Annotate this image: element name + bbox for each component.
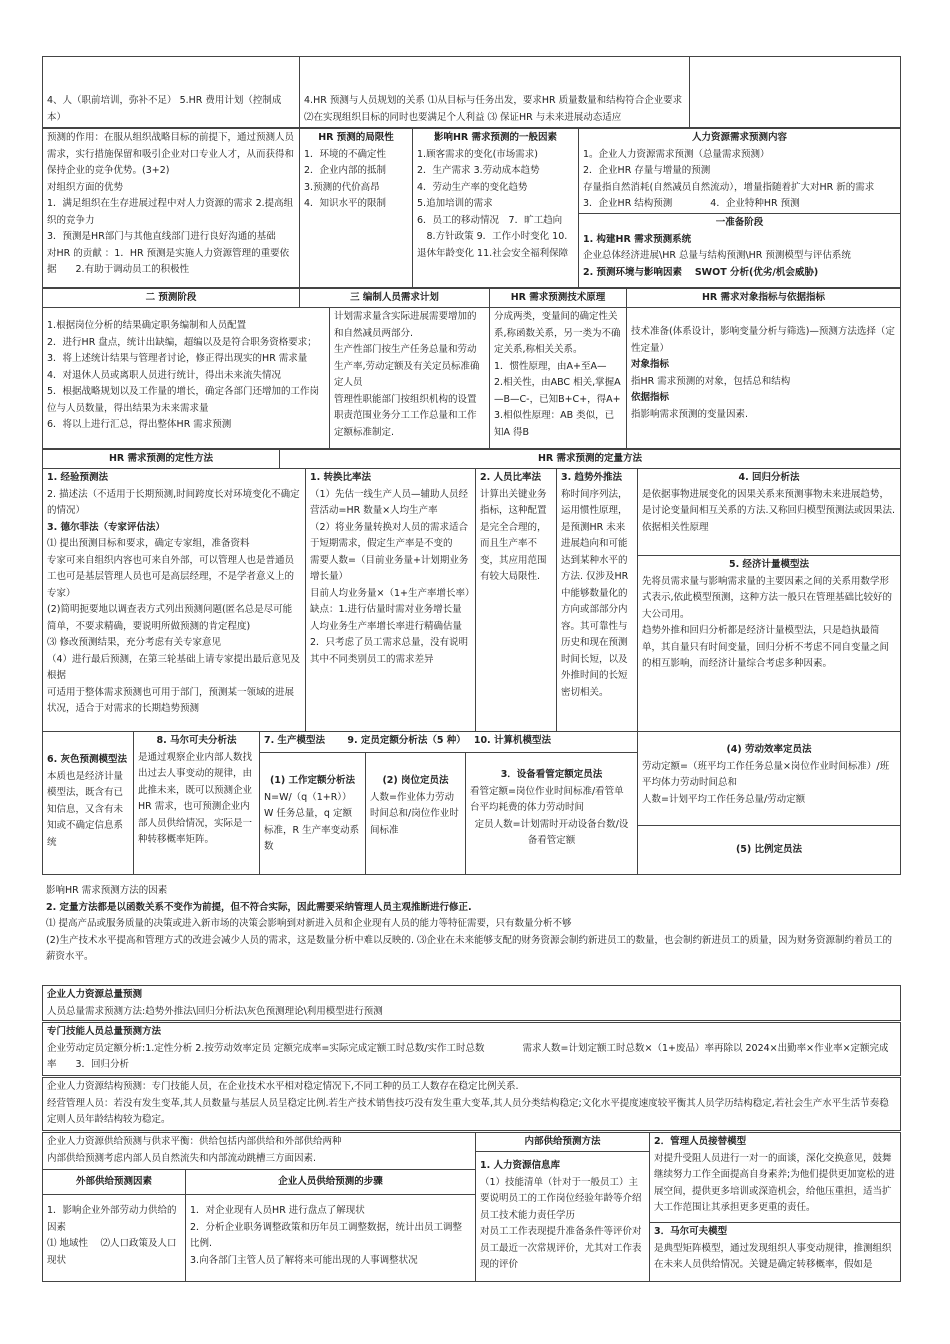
grey-2: 本质也是经济计量模型法，既含有已知信息，又含有未知或不确定信息系统	[47, 770, 124, 848]
limit-4: 4．知识水平的限制	[304, 198, 387, 209]
row1-cell-b	[299, 56, 690, 128]
prep-stage-cell	[578, 213, 901, 288]
row1-text-a: 4、人（职前培训，弥补不足） 5.HR 费用计划（控制成本）	[47, 95, 282, 123]
demand-content-cell	[578, 128, 901, 214]
mgr-title: 2．管理人员接替模型	[654, 1136, 747, 1147]
mgr-text: 对提升受阻人员进行一对一的面谈，深化交换意见，鼓舞继续努力工作全面提高自身素养;为他们提供更加宽松的进展空间，提供更多培训或深造机会，给他压重担，适当扩大工作范围让其承担更多更重的责任。	[654, 1152, 895, 1213]
limit-2: 2．企业内部的抵制	[304, 165, 387, 176]
ratio-2: （1）先估一线生产人员—辅助人员经营活动=HR 数量×人均生产率	[310, 488, 469, 516]
w4-2: 劳动定额=（班平均工作任务总量×岗位作业时间标准）/班平均体力劳动时间总和	[642, 760, 890, 788]
row1-cell-c	[689, 56, 901, 128]
indicator-header: HR 需求对象指标与依据指标	[626, 288, 901, 308]
ind-4: 依据指标	[631, 392, 670, 403]
ind-5: 指影响需求预测的变量因素.	[631, 408, 749, 420]
factors-title: 影响HR 需求预测的一般因素	[433, 132, 558, 143]
supply-steps-header: 企业人员供给预测的步骤	[185, 1169, 476, 1195]
proportion-cell: (5) 比例定员法	[637, 825, 901, 875]
s7-title: 企业人力资源总量预测	[47, 989, 143, 1000]
w2-2: 人数=作业体力劳动时间总和/岗位作业时间标准	[370, 791, 459, 836]
ratio-6: 缺点：1.进行估量时需对业务增长量人均业务生产率增长率进行精确估量	[310, 604, 463, 632]
ext-1: 1．影响企业外部劳动力供给的因素	[47, 1205, 177, 1233]
int-supply-cell	[475, 1151, 650, 1282]
factor-4: 5.追加培训的需求	[417, 198, 493, 209]
s6-3: ⑴ 提高产品或服务质量的决策或进入新市场的决策会影响到对新进入员和企业现有人员的能力等特征需要，只有数量分析不够	[46, 918, 572, 929]
qual-4: ⑴ 提出预测目标和要求，确定专家组，准备资料	[47, 538, 250, 549]
stage3-header: 三 编制人员需求计划	[299, 288, 490, 308]
prep-title: 一准备阶段	[715, 217, 764, 228]
w2-title: (2) 岗位定员法	[382, 775, 449, 786]
factor-3: 4．劳动生产率的变化趋势	[417, 181, 528, 193]
prep-1: 1. 构建HR 需求预测系统	[583, 233, 692, 245]
qual-5: 专家可来自组织内容也可来自外部，可以管理人也是普通员工也可是基层管理人员也可是高层经理，不是学者意义上的专家）	[47, 554, 295, 599]
role-line-4: 3．预测是HR部门与其他直线部门进行良好沟通的基础	[47, 231, 276, 242]
ind-2: 对象指标	[631, 359, 670, 370]
qual-8: （4）进行最后预测，在第三轮基础上请专家提出最后意见及根据	[47, 653, 301, 681]
w3-2: 看管定额=岗位作业时间标准/看管单台平均耗费的体力劳动时间	[470, 785, 624, 813]
w4-title: (4) 劳动效率定员法	[726, 744, 812, 755]
labor-eff-cell	[637, 731, 901, 826]
qual-1: 1. 经验预测法	[47, 472, 109, 483]
grey-1: 6. 灰色预测模型法	[47, 754, 128, 765]
factor-5: 6．员工的移动情况 7．旷工趋向	[417, 214, 563, 226]
limits-cell	[299, 128, 413, 288]
role-line-2: 对组织方面的优势	[47, 181, 124, 193]
tech-3: 2.相关性，由ABC 相关,掌握A—B—C-，已知B+C+，得A+	[494, 377, 621, 405]
total-forecast-cell	[42, 985, 901, 1021]
qual-9: 可适用于整体需求预测也可用于部门，预测某一领域的进展状况，适合于对需求的长期趋势预测	[47, 686, 295, 714]
stage2-2: 2．进行HR 盘点，统计出缺编，超编以及是符合职务资格要求；	[47, 336, 317, 348]
mk-title: 3．马尔可夫模型	[654, 1226, 728, 1237]
s7-body: 人员总量需求预测方法:趋势外推法\回归分析法\灰色预测理论\利用模型进行预测	[47, 1005, 383, 1017]
qual-cell	[42, 468, 306, 732]
supply-top-cell	[42, 1132, 476, 1170]
int-3: 对员工工作表现提升准备条件等评价对员工最近一次常规评价，尤其对工作表现的评价	[480, 1226, 642, 1270]
factor-2: 2．生产需求 3.劳动成本趋势	[417, 165, 540, 176]
econ-2: 趋势外推和回归分析都是经济计量模型法，只是趋执最简单，其自量只有时间变量，回归分析不考虑不同自变量之间的相互影响，而经济计量综合考虑多种因素。	[642, 625, 890, 669]
w1-3: W 任务总量，q 定额标准，R 生产率变动系数	[264, 808, 360, 852]
mid-header: 7. 生产模型法 9. 定员定额分析法（5 种） 10. 计算机模型法	[259, 731, 638, 753]
int-2: （1）技能清单（针对于一般员工）主要说明员工的工作岗位经验年龄等介绍员工技术能力责任学历	[480, 1176, 642, 1221]
w4-3: 人数=计划平均工作任务总量/劳动定额	[642, 793, 806, 805]
qual-header: HR 需求预测的定性方法	[42, 449, 280, 469]
ind-3: 指HR 需求预测的对象，包括总和结构	[631, 375, 791, 387]
s8-title: 专门技能人员总量预测方法	[47, 1026, 162, 1037]
ext-supply-cell	[42, 1194, 186, 1282]
s6-4: (2)生产技术水平提高和管理方式的改进会减少人员的需求，这是数量分析中难以反映的. ⑶企业在未来能够支配的财务资源会制约新进员工的数量，也会制约新进员工的质量，因为财务资源制约着员工的薪资水平。	[46, 934, 892, 962]
supply-steps-cell	[185, 1194, 476, 1282]
s10-top-1: 企业人力资源供给预测与供求平衡：供给包括内部供给和外部供给两种	[47, 1136, 342, 1147]
step-2: 2．分析企业职务调整政策和历年员工调整数据，统计出员工调整比例.	[190, 1221, 463, 1249]
markov-1: 8. 马尔可夫分析法	[156, 735, 237, 746]
econ-1: 先将员需求量与影响需求量的主要因素之间的关系用数学形式表示,依此模型预测，这种方法一般只在管理基础比较好的大公司用。	[642, 575, 893, 620]
ratio-3: （2）将业务量转换对人员的需求适合于短期需求，假定生产率是不变的	[310, 521, 469, 549]
structure-forecast-cell	[42, 1077, 901, 1131]
w3-3: 定员人数=计划需时开动设备台数/设备看管定额	[474, 818, 629, 846]
indicator-cell	[626, 307, 901, 449]
econ-cell	[637, 555, 901, 732]
role-line-3: 1．满足组织在生存进展过程中对人力资源的需求 2.提高组织的竞争力	[47, 198, 294, 226]
limit-1: 1．环境的不确定性	[304, 148, 387, 160]
s6-1: 影响HR 需求预测方法的因素	[46, 885, 168, 896]
skill-forecast-cell	[42, 1022, 901, 1076]
econ-title: 5. 经济计量模型法	[728, 559, 810, 570]
stage2-header: 二 预测阶段	[42, 288, 300, 308]
markov-2: 是通过观察企业内部人数找出过去人事变动的规律，由此推未来，既可以预测企业HR 需求，也可预测企业内部人员供给情况，实际是一种转移概率矩阵。	[138, 751, 253, 845]
ratio-cell	[305, 468, 476, 732]
content-title: 人力资源需求预测内容	[691, 132, 787, 143]
s6-2: 2. 定量方法都是以函数关系不变作为前提，但不符合实际，因此需要采纳管理人员主观推断进行修正.	[46, 901, 472, 913]
ext-2: ⑴ 地域性 ⑵人口政策及人口现状	[47, 1238, 177, 1266]
s9-right: 经营管理人员：若没有发生变革,其人员数量与基层人员呈稳定比例.若生产技术销售技巧没有发生重大变革,其人员分类结构稳定;文化水平提度速度较平衡其人员学历结构稳定,若社会生产水平生活节奏稳定则人员年龄结构较为稳定。	[47, 1097, 889, 1125]
qual-6: (2)简明扼要地以调查表方式列出预测问题(匿名总是尽可能简单，不要求精确，要说明所做预测的肯定程度)	[47, 604, 293, 632]
ratio-7: 2．只考虑了员工需求总量，没有说明其中不同类别员工的需求差异	[310, 637, 469, 665]
prediction-role-cell	[42, 128, 300, 288]
tech-4: 3.相似性原理：AB 类似，已知A 得B	[494, 410, 615, 438]
equip-cell	[465, 752, 638, 875]
role-line-5: 对HR 的贡献 ：1．HR 预测是实施人力资源管理的重要依据 2.有助于调动员工的积极性	[47, 247, 290, 275]
work-quota-cell	[259, 752, 366, 875]
stage2-5: 5．根据战略规划以及工作量的增长，确定各部门还增加的工作岗位与人员数量，得出结果为未来需求量	[47, 386, 320, 414]
row1-text-b: 4.HR 预测与人员规划的关系 ⑴从目标与任务出发，要求HR 质量数量和结构符合企业要求⑵在实现组织目标的同时也要满足个人利益 ⑶ 保证HR 与未来进展动态适应	[304, 95, 683, 123]
w3-title: 3．设备看管定额定员法	[500, 769, 603, 780]
w1-2: N=W/（q（1+R））	[264, 791, 352, 803]
regress-title: 4. 回归分析法	[738, 472, 800, 483]
stage2-cell	[42, 307, 330, 449]
ratio-1: 1. 转换比率法	[310, 472, 372, 483]
trend-2: 称时间序列法，运用惯性原理，是预测HR 未来进展趋向和可能达到某种水平的方法. 仅涉及HR 中能够数量化的方向或部部分内容。其可靠性与历史和现在预测时间长短，以及外推时间的长短密切相关。	[561, 488, 629, 698]
markov-cell	[133, 731, 260, 875]
tech-header: HR 需求预测技术原理	[489, 288, 627, 308]
ratio-4: 需要人数=（目前业务量+计划期业务增长量）	[310, 554, 469, 582]
sratio-2: 计算出关键业务指标，这种配置是完全合理的，而且生产率不变，其应用范围有较大局限性.	[480, 488, 547, 582]
s10-top-2: 内部供给预测考虑内部人员自然流失和内部流动跳槽三方面因素.	[47, 1152, 317, 1164]
stage3-3: 管理性职能部门按组织机构的设置职责范围业务分工工作总量和工作定额标准制定.	[334, 393, 477, 438]
ratio-5: 目前人均业务量×（1+生产率增长率）	[310, 587, 475, 599]
row1-cell-a	[42, 56, 300, 128]
stage3-1: 计划需求量含实际进展需要增加的和自然减员两部分.	[334, 311, 477, 339]
staff-ratio-cell	[475, 468, 557, 732]
step-3: 3.向各部门主管人员了解将来可能出现的人事调整状况	[190, 1254, 418, 1266]
limit-3: 3.预测的代价高昂	[304, 181, 380, 193]
sratio-1: 2. 人员比率法	[480, 472, 542, 483]
regression-cell	[637, 468, 901, 556]
content-3: 存量指自然消耗(自然减员自然流动），增量指随着扩大对HR 新的需求	[583, 181, 875, 193]
content-2: 2．企业HR 存量与增量的预测	[583, 165, 711, 176]
mk-text: 是典型矩阵模型，通过发现组织人事变动规律，推测组织在未来人员供给情况。关键是确定转移概率，假如是	[654, 1242, 892, 1270]
tech-1: 分成两类，变量间的确定性关系,称函数关系，另一类为不确定关系,称相关关系。	[494, 311, 621, 355]
tech-2: 1．惯性原理，由A+至A—	[494, 360, 607, 372]
stage3-cell	[329, 307, 490, 449]
stage2-4: 4．对退休人员或离职人员进行统计，得出未来流失情况	[47, 369, 282, 381]
factor-6: 8.方针政策 9．工作小时变化 10.退休年龄变化 11.社会安全福利保障	[417, 231, 569, 259]
qual-2: 2. 描述法（不适用于长期预测,时间跨度长对环境变化不确定的情况）	[47, 488, 300, 516]
step-1: 1．对企业现有人员HR 进行盘点了解现状	[190, 1205, 365, 1216]
role-line-1: 预测的作用：在服从组织战略目标的前提下，通过预测人员需求，实行措施保留和吸引企业对口专业人才，从而获得和保持企业的竞争优势。(3+2)	[47, 132, 295, 176]
qual-3: 3. 德尔菲法（专家评估法）	[47, 521, 166, 533]
tech-cell	[489, 307, 627, 449]
stage2-6: 6．将以上进行汇总，得出整体HR 需求预测	[47, 419, 232, 430]
grey-cell	[42, 731, 134, 875]
succession-cell	[649, 1132, 901, 1223]
ext-supply-header: 外部供给预测因素	[42, 1169, 186, 1195]
prep-3: 2. 预测环境与影响因素 SWOT 分析(优劣/机会威胁)	[583, 266, 819, 278]
trend-cell	[556, 468, 638, 732]
w1-title: (1) 工作定额分析法	[269, 775, 356, 786]
regress-text: 是依据事物进展变化的因果关系来预测事物未来进展趋势，是讨论变量间相互关系的方法.又称回归模型预测法或因果法.依据相关性原理	[642, 488, 896, 533]
stage2-1: 1.根据岗位分析的结果确定职务编制和人员配置	[47, 320, 247, 331]
factor-1: 1.顾客需求的变化(市场需求)	[417, 148, 538, 160]
s8-body: 企业劳动定员定额分析:1.定性分析 2.按劳动效率定员 定额完成率=实际完成定额工时总数/实作工时总数 需求人数=计划定额工时总数×（1+废品）率再除以 2024×出勤率×作业率×定额完成率 3．回归分析	[47, 1042, 889, 1070]
limits-title: HR 预测的局限性	[318, 132, 394, 143]
factors-cell	[412, 128, 579, 288]
prep-2: 企业总体经济进展\HR 总量与结构预测\HR 预测模型与评估系统	[583, 250, 851, 261]
markov-supply-cell	[649, 1222, 901, 1282]
trend-1: 3. 趋势外推法	[561, 472, 623, 483]
ind-1: 技术准备(体系设计，影响变量分析与筛选)—预测方法选择（定性定量）	[631, 326, 895, 354]
int-supply-header: 内部供给预测方法	[475, 1132, 650, 1152]
s9-body: 企业人力资源结构预测：专门技能人员，在企业技术水平相对稳定情况下,不同工种的员工人数存在稳定比例关系.	[47, 1081, 519, 1092]
factors-method-block	[42, 882, 901, 974]
stage2-3: 3．将上述统计结果与管理者讨论，修正得出现实的HR 需求量	[47, 353, 308, 364]
content-1: 1。企业人力资源需求预测（总量需求预测）	[583, 148, 770, 160]
content-4: 3．企业HR 结构预测 4．企业特种HR 预测	[583, 198, 800, 209]
quant-header: HR 需求预测的定量方法	[279, 449, 901, 469]
stage3-2: 生产性部门按生产任务总量和劳动生产率,劳动定额及有关定员标准确定人员	[334, 344, 480, 388]
int-1: 1. 人力资源信息库	[480, 1160, 561, 1171]
post-cell	[365, 752, 466, 875]
qual-7: ⑶ 修改预测结果，充分考虑有关专家意见	[47, 637, 222, 648]
